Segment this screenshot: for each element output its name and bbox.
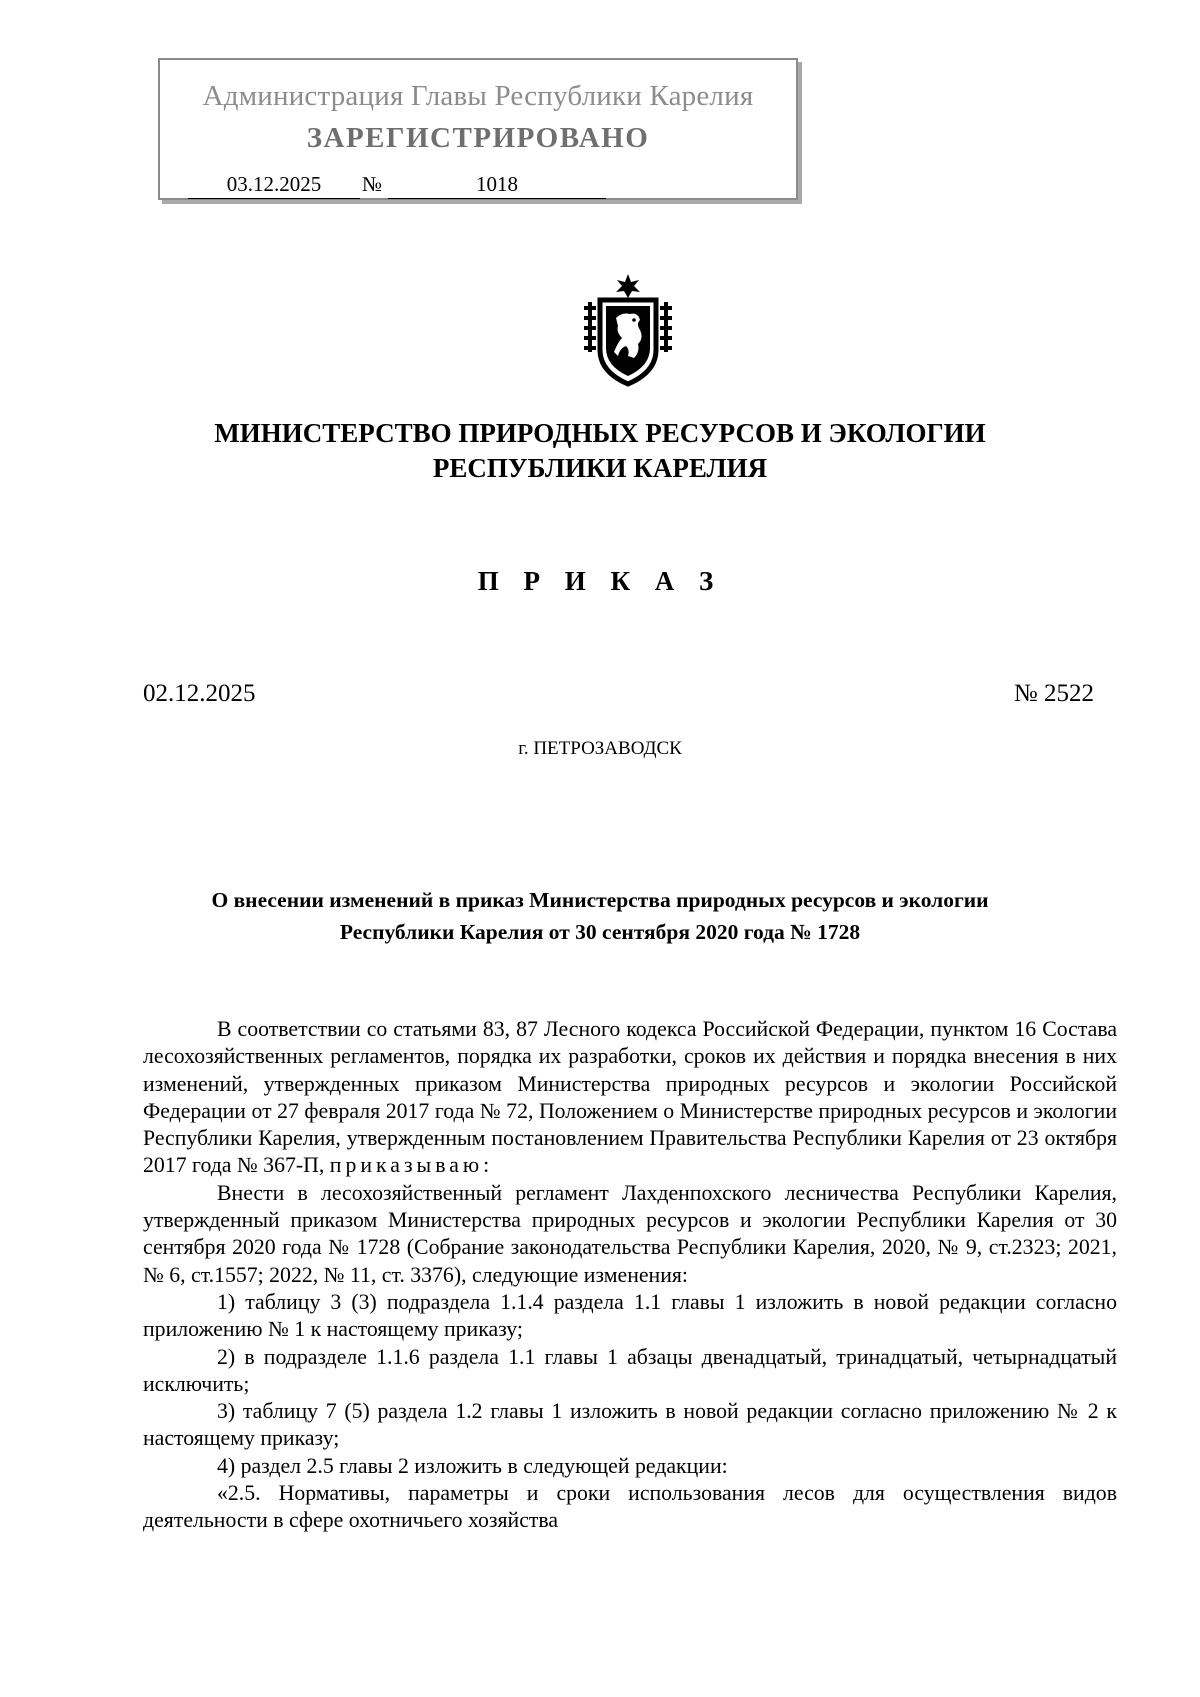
amendment-item-1: 1) таблицу 3 (3) подраздела 1.1.4 раздела 1.1 главы 1 изложить в новой редакции согласно приложению № 1 к настоящему приказу; bbox=[143, 1289, 1117, 1342]
order-city: г. ПЕТРОЗАВОДСК bbox=[518, 738, 682, 759]
ministry-name-line1: МИНИСТЕРСТВО ПРИРОДНЫХ РЕСУРСОВ И ЭКОЛОГИИ bbox=[214, 418, 986, 448]
amendment-item-4: 4) раздел 2.5 главы 2 изложить в следующей редакции: bbox=[217, 1453, 728, 1478]
preamble-paragraph bbox=[143, 1016, 1117, 1180]
stamp-date: 03.12.2025 bbox=[188, 172, 360, 199]
preamble-text: В соответствии со статьями 83, 87 Лесного кодекса Российской Федерации, пунктом 16 Состава лесохозяйственных регламентов, порядка их разработки, сроков их действия и порядка внесения в них изменений, утвержденных приказом Министерства природных ресурсов и экологии Российской Федерации от 27 февраля 2017 года № 72, Положением о Министерстве природных ресурсов и экологии Республики Карелия, утвержденным постановлением Правительства Республики Карелия от 23 октября 2017 года № 367-П, bbox=[143, 1017, 1117, 1178]
order-date: 02.12.2025 bbox=[143, 680, 256, 707]
order-body bbox=[143, 1016, 1117, 1535]
stamp-organization: Администрация Главы Республики Карелия bbox=[202, 80, 754, 112]
amendment-item-2: 2) в подразделе 1.1.6 раздела 1.1 главы 1 абзацы двенадцатый, тринадцатый, четырнадцатый исключить; bbox=[143, 1344, 1117, 1396]
order-subject-line1: О внесении изменений в приказ Министерства природных ресурсов и экологии bbox=[211, 888, 989, 912]
amendment-item-3: 3) таблицу 7 (5) раздела 1.2 главы 1 изложить в новой редакции согласно приложению № 2 к настоящему приказу; bbox=[143, 1399, 1117, 1451]
stamp-number-sign: № bbox=[362, 172, 383, 196]
order-subject-line2: Республики Карелия от 30 сентября 2020 года № 1728 bbox=[339, 920, 861, 944]
stamp-status: ЗАРЕГИСТРИРОВАНО bbox=[306, 122, 650, 154]
karelia-coat-of-arms-icon bbox=[582, 272, 674, 388]
order-number: № 2522 bbox=[1013, 680, 1094, 707]
registration-stamp bbox=[158, 58, 798, 200]
amendment-intro-paragraph: Внести в лесохозяйственный регламент Лахденпохского лесничества Республики Карелия, утвержденный приказом Министерства природных ресурсов и экологии Республики Карелия от 30 сентября 2020 года № 1728 (Собрание законодательства Республики Карелия, 2020, № 9, ст.2323; 2021, № 6, ст.1557; 2022, № 11, ст. 3376), следующие изменения: bbox=[143, 1180, 1117, 1287]
document-type: П Р И К А З bbox=[477, 566, 723, 596]
stamp-number: 1018 bbox=[388, 172, 606, 199]
ministry-name-line2: РЕСПУБЛИКИ КАРЕЛИЯ bbox=[432, 453, 768, 483]
order-directive-word: приказываю: bbox=[329, 1153, 494, 1178]
quoted-section-heading: «2.5. Нормативы, параметры и сроки использования лесов для осуществления видов деятельности в сфере охотничьего хозяйства bbox=[143, 1481, 1117, 1533]
